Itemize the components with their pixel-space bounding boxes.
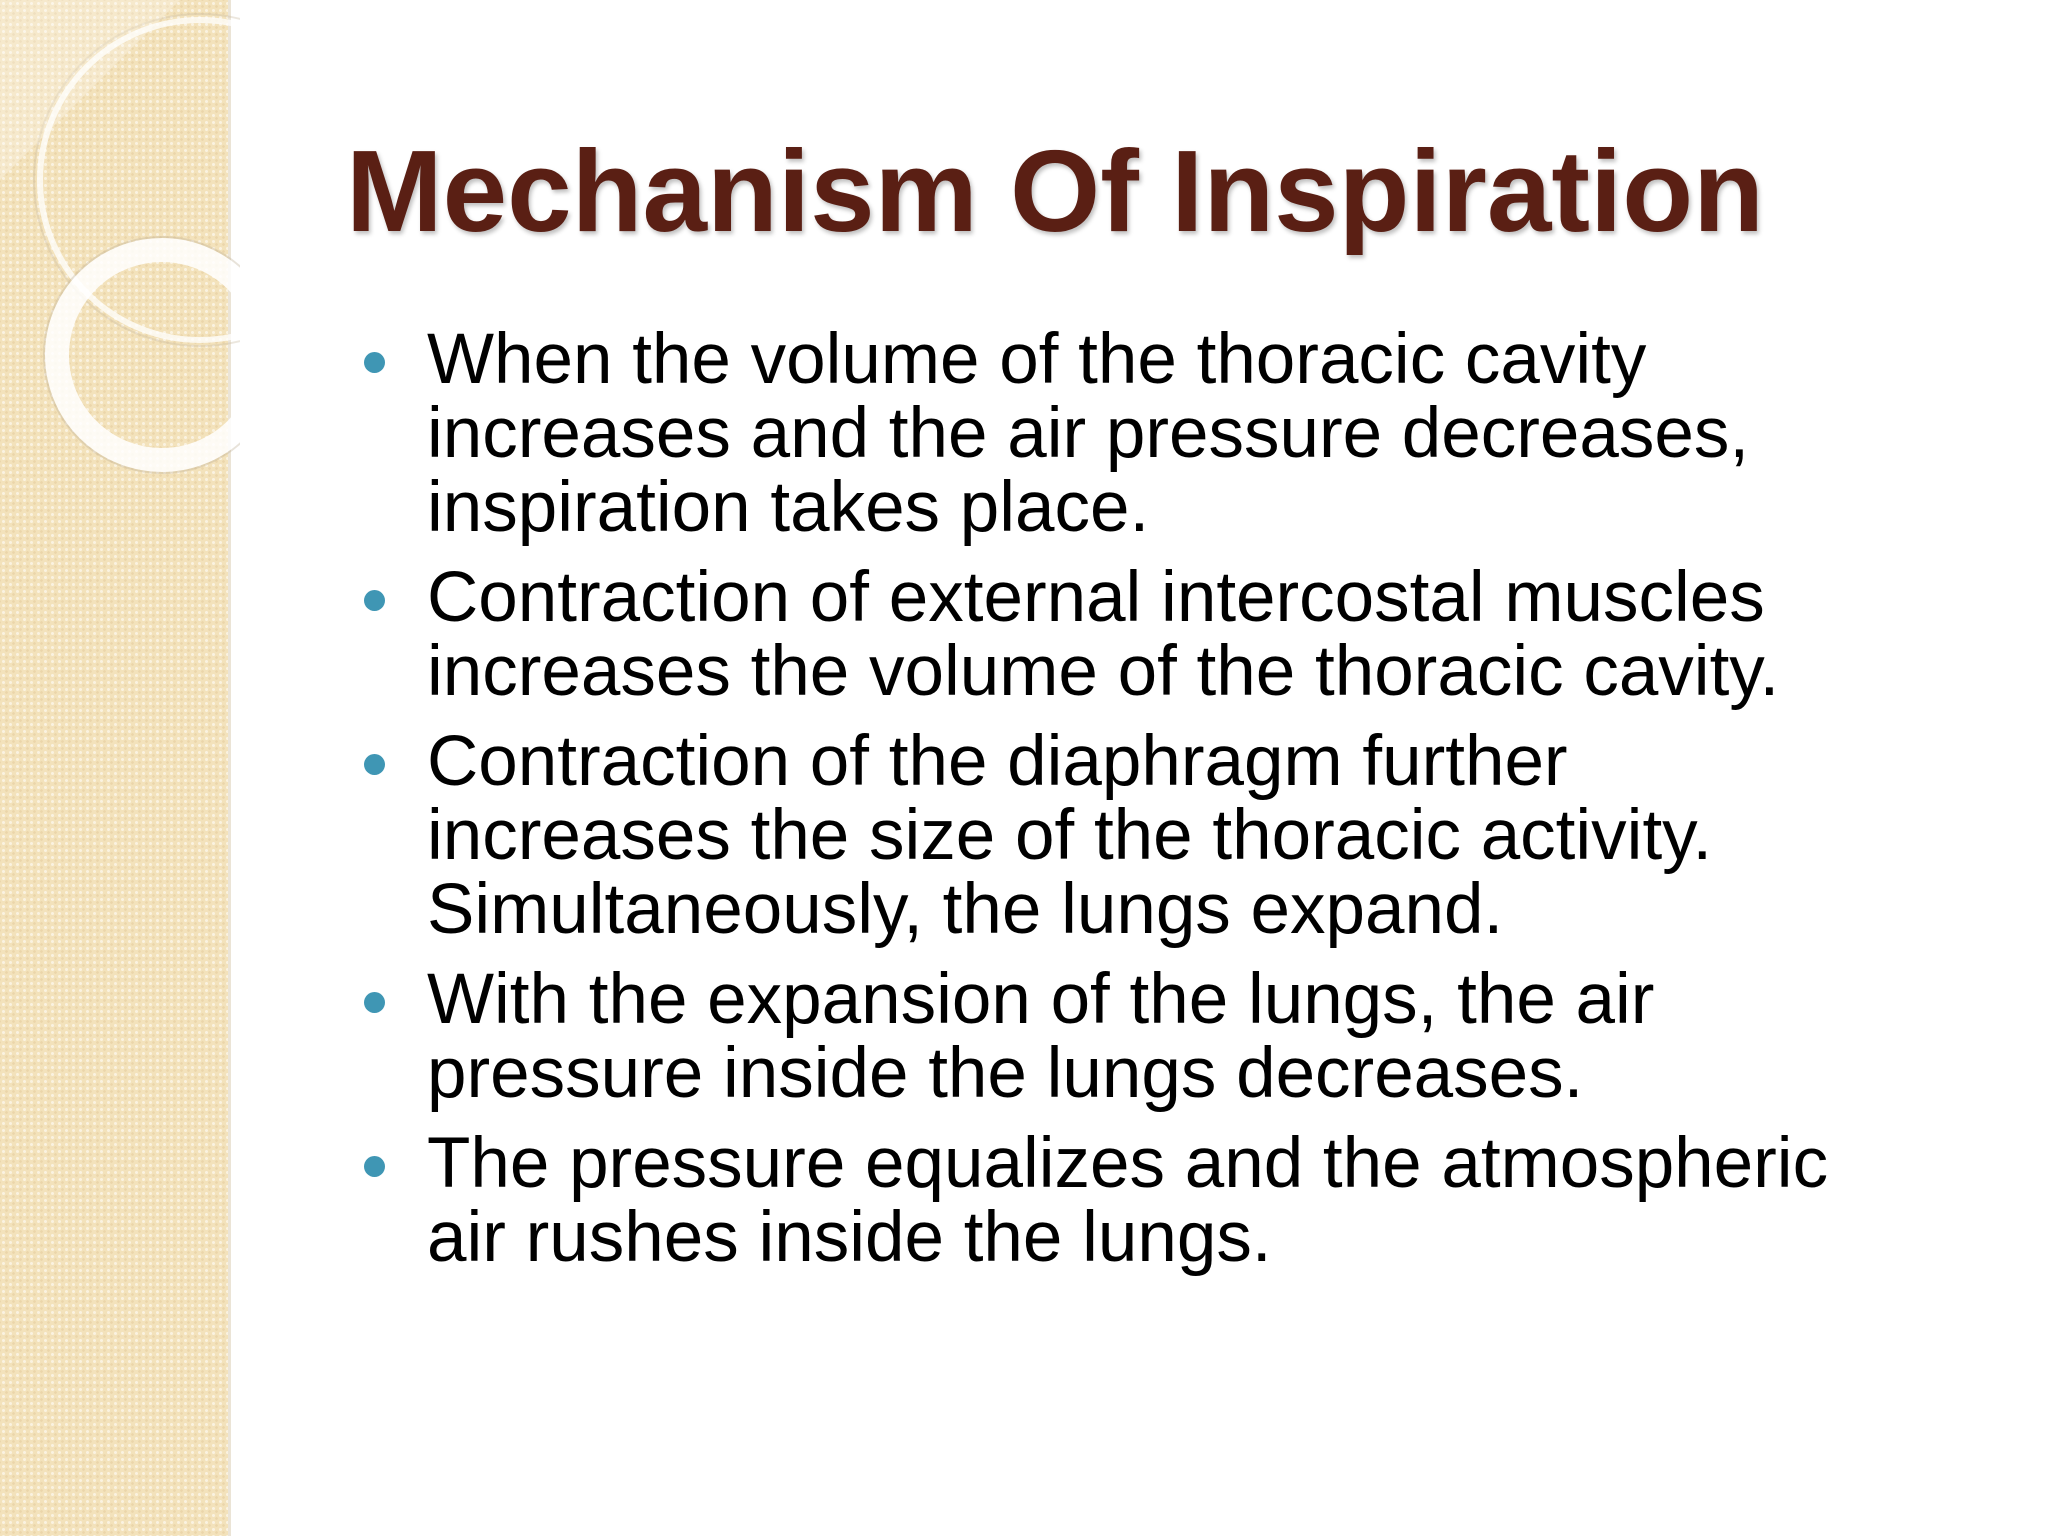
slide-title: Mechanism Of Inspiration bbox=[346, 126, 1764, 256]
bullet-line: With the expansion of the lungs, the air bbox=[427, 960, 1655, 1039]
bullet-dot-icon bbox=[364, 992, 385, 1013]
bullet-item bbox=[364, 558, 1984, 711]
bullet-line: Contraction of external intercostal muscles bbox=[427, 558, 1765, 637]
bullet-item bbox=[364, 1124, 1984, 1277]
bullet-line: increases and the air pressure decreases, bbox=[427, 394, 1750, 473]
bullet-line: increases the volume of the thoracic cavity. bbox=[427, 632, 1780, 711]
bullet-item bbox=[364, 960, 1984, 1113]
decorative-rings bbox=[0, 0, 240, 520]
bullet-line: pressure inside the lungs decreases. bbox=[427, 1034, 1584, 1113]
bullet-dot-icon bbox=[364, 1156, 385, 1177]
bullet-dot-icon bbox=[364, 352, 385, 373]
bullet-list bbox=[364, 320, 1984, 1291]
bullet-line: Contraction of the diaphragm further bbox=[427, 722, 1568, 801]
bullet-line: Simultaneously, the lungs expand. bbox=[427, 870, 1504, 949]
bullet-line: When the volume of the thoracic cavity bbox=[427, 320, 1647, 399]
bullet-line: inspiration takes place. bbox=[427, 468, 1150, 547]
bullet-line: air rushes inside the lungs. bbox=[427, 1198, 1272, 1277]
bullet-line: increases the size of the thoracic activity. bbox=[427, 796, 1713, 875]
bullet-dot-icon bbox=[364, 754, 385, 775]
bullet-item bbox=[364, 722, 1984, 949]
bullet-item bbox=[364, 320, 1984, 547]
bullet-dot-icon bbox=[364, 590, 385, 611]
bullet-line: The pressure equalizes and the atmospheric bbox=[427, 1124, 1829, 1203]
